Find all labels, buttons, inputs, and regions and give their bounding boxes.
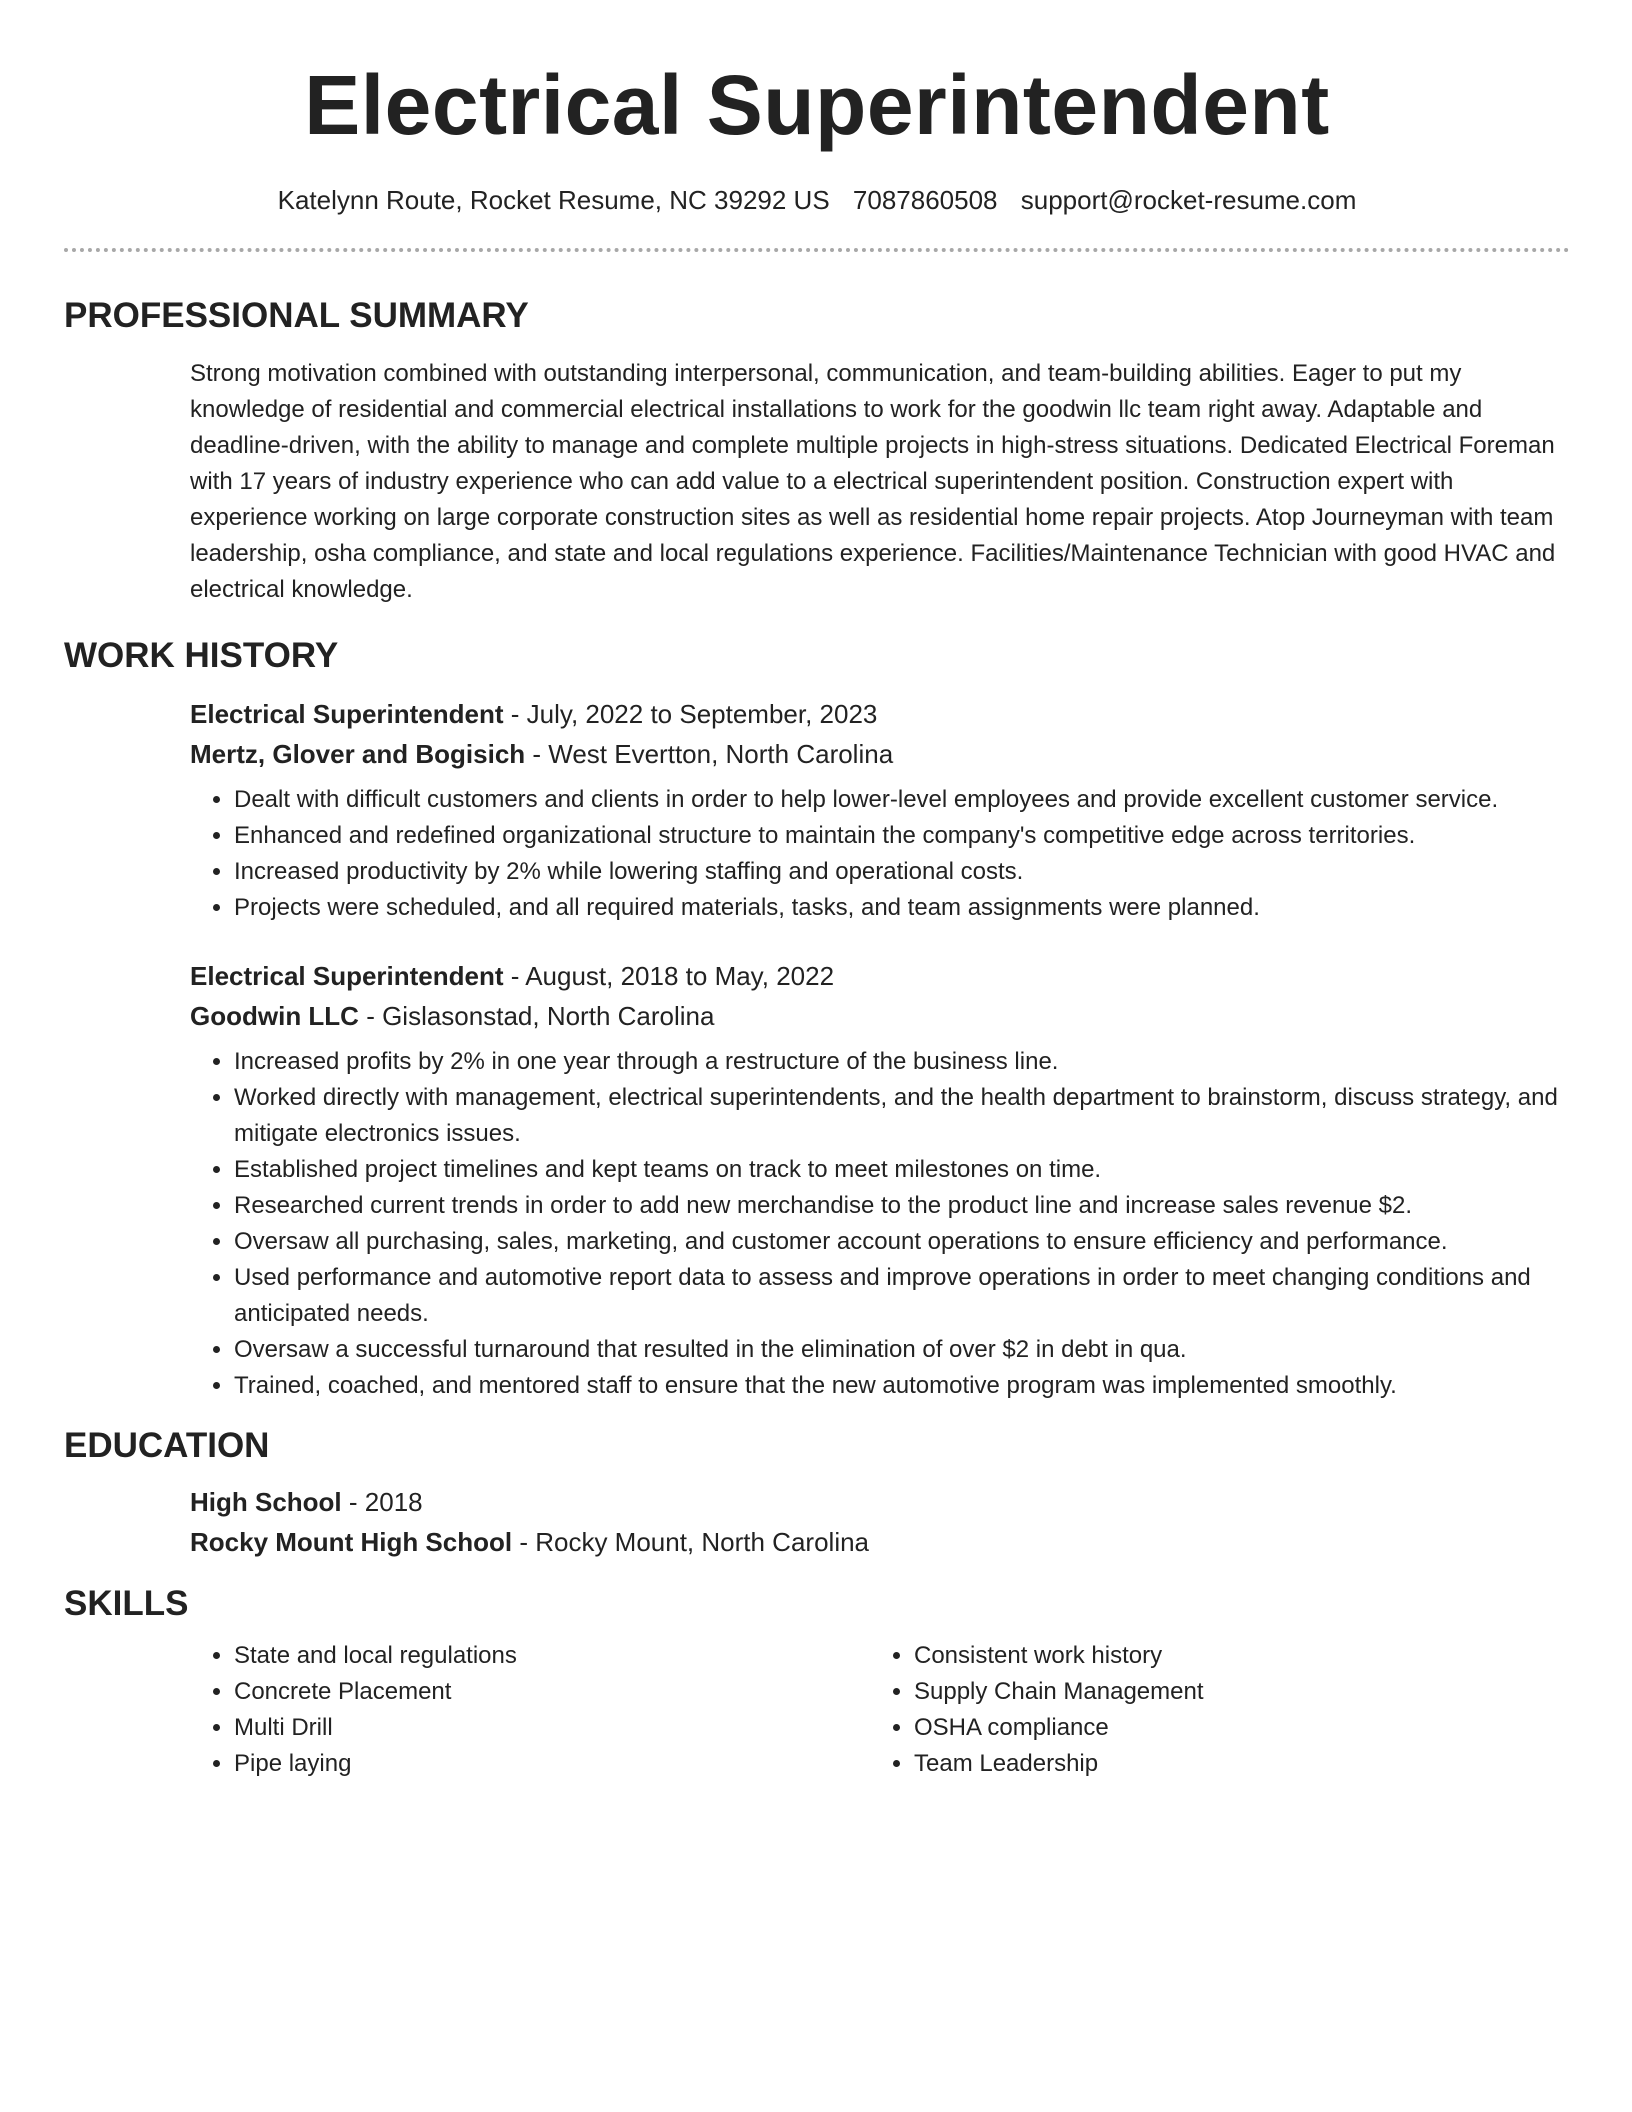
job-bullet: • Enhanced and redefined organizational structure to maintain the company's competitive edge across territories.	[234, 818, 1570, 854]
education-year: - 2018	[341, 1487, 423, 1518]
job-bullet: • Dealt with difficult customers and clients in order to help lower-level employees and provide excellent customer service.	[234, 782, 1570, 818]
education-school: Rocky Mount High School	[190, 1527, 513, 1558]
job-role-line	[190, 956, 1570, 996]
skill-item: • Concrete Placement	[234, 1674, 870, 1710]
job-role-line	[190, 694, 1570, 734]
skill-item: • Supply Chain Management	[914, 1674, 1550, 1710]
skills-list	[190, 1638, 870, 1782]
skills-body	[64, 1638, 1570, 1782]
job-location: - West Evertton, North Carolina	[525, 739, 894, 770]
work-history-section	[64, 634, 1570, 1404]
resume-page	[64, 0, 1570, 1782]
job-role: Electrical Superintendent	[190, 699, 504, 730]
job-company-line	[190, 734, 1570, 774]
job-bullets	[190, 1044, 1570, 1404]
education-location: - Rocky Mount, North Carolina	[512, 1527, 870, 1558]
job-bullet: • Oversaw a successful turnaround that resulted in the elimination of over $2 in debt in qua.	[234, 1332, 1570, 1368]
resume-name: Electrical Superintendent	[304, 58, 1330, 152]
job-entry	[190, 956, 1570, 1404]
skill-item: • Pipe laying	[234, 1746, 870, 1782]
job-company: Goodwin LLC	[190, 1001, 359, 1032]
job-bullet: • Researched current trends in order to add new merchandise to the product line and increase sales revenue $2.	[234, 1188, 1570, 1224]
work-history-body	[64, 694, 1570, 1404]
work-history-title: WORK HISTORY	[64, 636, 339, 676]
job-dates: - July, 2022 to September, 2023	[503, 699, 878, 730]
job-bullet: • Worked directly with management, electrical superintendents, and the health department to brainstorm, discuss strategy, and mitigate electronics issues.	[234, 1080, 1570, 1152]
header-divider	[64, 248, 1570, 252]
job-bullets	[190, 782, 1570, 926]
education-school-line	[190, 1522, 1570, 1562]
job-entry	[190, 694, 1570, 926]
contact-phone: 7087860508	[852, 185, 998, 216]
contact-line	[64, 182, 1570, 218]
job-company-line	[190, 996, 1570, 1036]
summary-text: Strong motivation combined with outstanding interpersonal, communication, and team-building abilities. Eager to put my knowledge of residential and commercial electrical installations to work for the goodwin llc team right away. Adaptable and deadline-driven, with the ability to manage and complete multiple projects in high-stress situations. Dedicated Electrical Foreman with 17 years of industry experience who can add value to a electrical superintendent position. Construction expert with experience working on large corporate construction sites as well as residential home repair projects. Atop Journeyman with team leadership, osha compliance, and state and local regulations experience. Facilities/Maintenance Technician with good HVAC and electrical knowledge.	[190, 360, 1556, 604]
skill-item: • Multi Drill	[234, 1710, 870, 1746]
skill-item: • State and local regulations	[234, 1638, 870, 1674]
education-body	[64, 1482, 1570, 1562]
job-bullet: • Established project timelines and kept teams on track to meet milestones on time.	[234, 1152, 1570, 1188]
summary-section	[64, 294, 1570, 608]
skills-section	[64, 1582, 1570, 1782]
job-role: Electrical Superintendent	[190, 961, 504, 992]
education-degree-line	[190, 1482, 1570, 1522]
education-section	[64, 1424, 1570, 1562]
summary-title: PROFESSIONAL SUMMARY	[64, 296, 529, 336]
job-bullet: • Projects were scheduled, and all required materials, tasks, and team assignments were planned.	[234, 890, 1570, 926]
education-title: EDUCATION	[64, 1426, 270, 1466]
skills-column-left	[190, 1638, 870, 1782]
skill-item: • OSHA compliance	[914, 1710, 1550, 1746]
skill-item: • Team Leadership	[914, 1746, 1550, 1782]
job-bullet: • Oversaw all purchasing, sales, marketing, and customer account operations to ensure efficiency and performance.	[234, 1224, 1570, 1260]
job-bullet: • Used performance and automotive report data to assess and improve operations in order to meet changing conditions and anticipated needs.	[234, 1260, 1570, 1332]
skills-column-right	[870, 1638, 1550, 1782]
contact-address: Katelynn Route, Rocket Resume, NC 39292 US	[277, 185, 830, 216]
skill-item: • Consistent work history	[914, 1638, 1550, 1674]
education-degree: High School	[190, 1487, 342, 1518]
contact-email: support@rocket-resume.com	[1020, 185, 1357, 216]
job-location: - Gislasonstad, North Carolina	[358, 1001, 715, 1032]
skills-list	[870, 1638, 1550, 1782]
job-company: Mertz, Glover and Bogisich	[190, 739, 526, 770]
job-dates: - August, 2018 to May, 2022	[503, 961, 835, 992]
job-bullet: • Increased profits by 2% in one year through a restructure of the business line.	[234, 1044, 1570, 1080]
skills-title: SKILLS	[64, 1584, 189, 1624]
job-bullet: • Trained, coached, and mentored staff to ensure that the new automotive program was implemented smoothly.	[234, 1368, 1570, 1404]
job-bullet: • Increased productivity by 2% while lowering staffing and operational costs.	[234, 854, 1570, 890]
